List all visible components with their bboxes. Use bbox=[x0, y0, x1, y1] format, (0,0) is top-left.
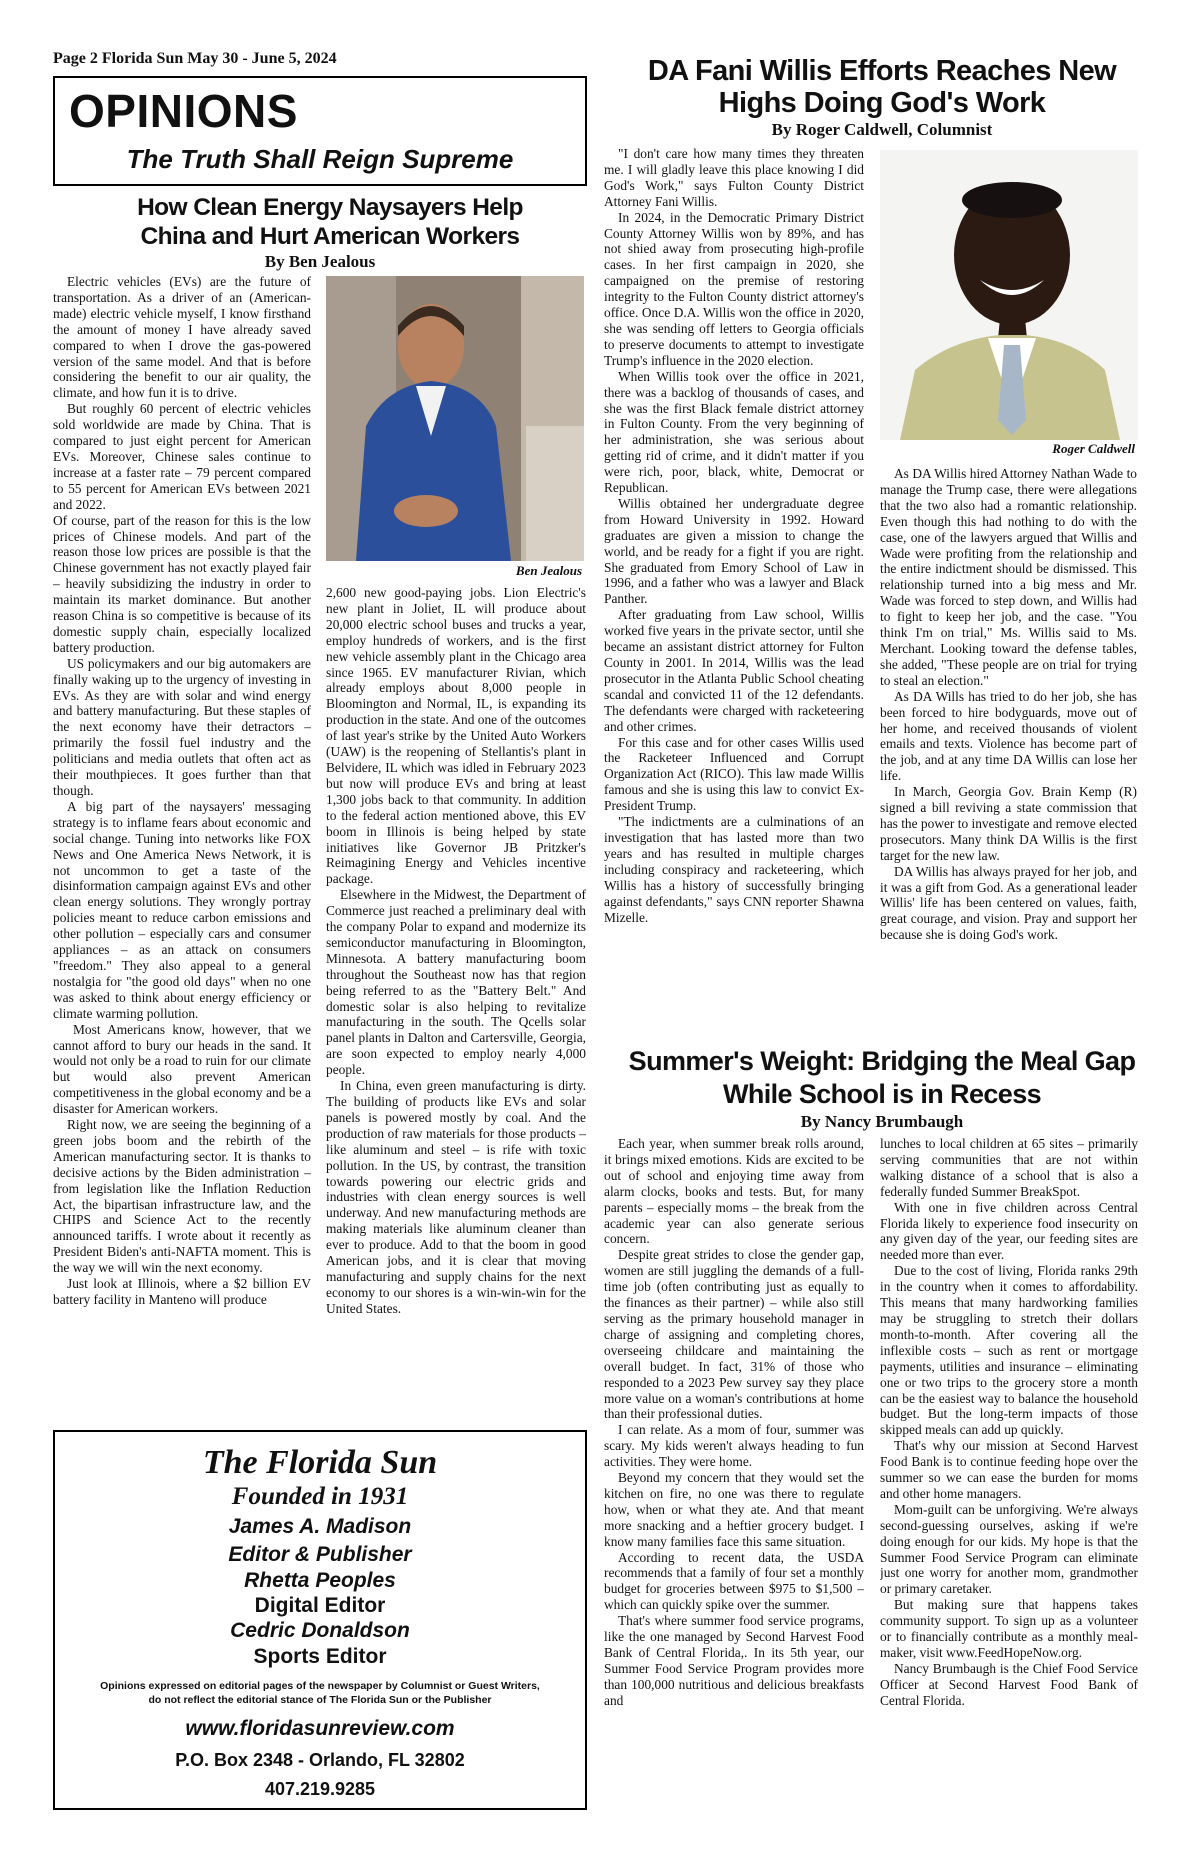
paragraph: In 2024, in the Democratic Primary District County Attorney Willis won by 89%, and has not shied away from prosecuting high-profile cases. In her first campaign in 2020, she campaigned on the premise of restoring integrity to the Fulton County district attorney's office. Once D.A. Willis won the office in 2020, she was sending off letters to Georgia officials to preserve documents to attempt to investigate Trump's influence in the 2020 election. bbox=[604, 209, 864, 368]
paragraph: Most Americans know, however, that we cannot afford to bury our heads in the sand. It would not only be a road to ruin for our climate but would also prevent American competitiveness in the global economy and be a disaster for American workers. bbox=[53, 1021, 311, 1117]
portrait-illustration bbox=[326, 276, 584, 561]
paragraph: "I don't care how many times they threaten me. I will gladly leave this place knowing I did God's Work," says Fulton County District Attorney Fani Willis. bbox=[604, 146, 864, 209]
paragraph: Elsewhere in the Midwest, the Department of Commerce just reached a preliminary deal with the company Polar to expand and modernize its semiconductor manufacturing in Bloomington, Minnesota. A battery manufacturing boom throughout the Southeast now has that region being referred to as the "Battery Belt." And domestic solar is also helping to revitalize manufacturing in the south. The Qcells solar panel plants in Dalton and Cartersville, Georgia, are soon expected to employ nearly 4,000 people. bbox=[326, 887, 586, 1078]
paragraph: "The indictments are a culminations of an investigation that has lasted more than two years and has resulted in multiple charges including conspiracy and racketeering, which Willis has a history of successfully bringing against defendants," says CNN reporter Shawna Mizelle. bbox=[604, 814, 864, 925]
sports-editor-title: Sports Editor bbox=[253, 1645, 387, 1668]
article2-column-1 bbox=[604, 146, 864, 1018]
article2-headline: DA Fani Willis Efforts Reaches New Highs Doing God's Work bbox=[647, 55, 1117, 119]
paragraph: Despite great strides to close the gender gap, women are still juggling the demands of a full-time job (often contributing just as equally to the finances as their partner) – while also still serving as the primary household manager in charge of assigning and completing chores, overseeing childcare and maintaining the overall budget. In fact, 31% of those who responded to a 2023 Pew survey say they place more value on a woman's contributions at home than their professional duties. bbox=[604, 1247, 864, 1422]
paragraph: For this case and for other cases Willis used the Racketeer Influenced and Corrupt Organization Act (RICO). This law made Willis famous and she is using this law to convict Ex-President Trump. bbox=[604, 734, 864, 814]
paragraph: Mom-guilt can be unforgiving. We're always second-guessing ourselves, asking if we're doing enough for our kids. My hope is that the Summer Food Service Program can eliminate just one worry for another mom, grandmother or primary caretaker. bbox=[880, 1501, 1138, 1597]
article3-headline: Summer's Weight: Bridging the Meal Gap While School is in Recess bbox=[628, 1046, 1136, 1109]
masthead-box bbox=[53, 1430, 587, 1810]
paragraph: Due to the cost of living, Florida ranks 29th in the country when it comes to affordability. This means that many hardworking families may be struggling to stretch their dollars month-to-month. After covering all the inflexible costs – such as rent or mortgage payments, utilities and insurance – eliminating one or two trips to the grocery store a month can be the easiest way to balance the household budget. But the long-term impacts of those skipped meals can add up quickly. bbox=[880, 1263, 1138, 1438]
paragraph: But roughly 60 percent of electric vehicles sold worldwide are made by China. That is compared to just eight percent for American EVs. Moreover, Chinese sales continue to increase at a faster rate – 79 percent compared to 55 percent for American EVs between 2021 and 2022. bbox=[53, 401, 311, 512]
disclaimer-line-1: Opinions expressed on editorial pages of the newspaper by Columnist or Guest Writers, bbox=[100, 1680, 540, 1692]
paragraph: According to recent data, the USDA recommends that a family of four set a monthly budget for groceries between $975 to $1,500 – which can quickly spike over the summer. bbox=[604, 1549, 864, 1613]
article3-byline: By Nancy Brumbaugh bbox=[800, 1112, 964, 1131]
publisher-title: Editor & Publisher bbox=[228, 1543, 412, 1566]
paragraph: US policymakers and our big automakers are finally waking up to the urgency of investing in EVs. As they are with solar and wind energy and battery manufacturing. But these staples of the next economy have their detractors – primarily the fossil fuel industry and the politicians and media outlets that often act as their mouthpieces. It goes further than that though. bbox=[53, 655, 311, 798]
paragraph: That's where summer food service programs, like the one managed by Second Harvest Food Bank of Central Florida,. In its 5th year, our Summer Food Service Program provides more than 100,000 nutritious and delicious breakfasts and bbox=[604, 1613, 864, 1708]
paragraph: In China, even green manufacturing is dirty. The building of products like EVs and solar panels is powered mostly by coal. And the production of raw materials for those products – like aluminum and steel – is rife with toxic pollution. In the US, by contrast, the transition towards powering our electric grids and industries with clean energy sources is well underway. And new manufacturing methods are making materials like aluminum cleaner than ever to produce. Add to that the boom in good American jobs, and it is clear that moving manufacturing and supply chains for the next economy to our shores is a win-win-win for the United States. bbox=[326, 1078, 586, 1316]
article1-column-1 bbox=[53, 274, 311, 1424]
article1-byline: By Ben Jealous bbox=[264, 252, 376, 271]
paragraph: I can relate. As a mom of four, summer was scary. My kids weren't always heading to fun activities. They were home. bbox=[604, 1422, 864, 1470]
website-link[interactable]: www.floridasunreview.com bbox=[185, 1717, 455, 1740]
paragraph: Each year, when summer break rolls around, it brings mixed emotions. Kids are excited to be out of school and enjoying time away from alarm clocks, books and tests. But, for many parents – especially moms – the break from the academic year can also generate serious concern. bbox=[604, 1136, 864, 1247]
article3-column-1 bbox=[604, 1136, 864, 1836]
paragraph: DA Willis has always prayed for her job, and it was a gift from God. As a generational leader Willis' life has been centered on values, faith, great courage, and vision. Pray and support her because she is doing God's work. bbox=[880, 863, 1137, 943]
article1-headline: How Clean Energy Naysayers Help China and Hurt American Workers bbox=[137, 194, 523, 250]
article1-column-2 bbox=[326, 585, 586, 1425]
phone-number: 407.219.9285 bbox=[264, 1779, 376, 1799]
paragraph: But making sure that happens takes community support. To sign up as a volunteer or to financially contribute as a monthly meal-maker, visit www.FeedHopeNow.org. bbox=[880, 1597, 1138, 1660]
digital-editor-name: Rhetta Peoples bbox=[244, 1569, 396, 1592]
paragraph: Nancy Brumbaugh is the Chief Food Service Officer at Second Harvest Food Bank of Central Florida. bbox=[880, 1660, 1138, 1708]
paragraph: As DA Wills has tried to do her job, she has been forced to hire bodyguards, move out of her home, and received thousands of violent emails and texts. Violence has become part of the job, and at any time DA Willis can lose her life. bbox=[880, 688, 1137, 784]
paper-name: The Florida Sun bbox=[202, 1444, 438, 1481]
paragraph: When Willis took over the office in 2021, there was a backlog of thousands of cases, and she was the first Black female district attorney in Fulton County. From the very beginning of her administration, she was serious about getting rid of crime, and it didn't matter if you were rich, poor, black, white, Democrat or Republican. bbox=[604, 368, 864, 496]
paragraph: In March, Georgia Gov. Brain Kemp (R) signed a bill reviving a state commission that has the power to investigate and remove elected prosecutors. Many think DA Willis is the first target for the new law. bbox=[880, 784, 1137, 863]
opinions-banner bbox=[53, 76, 587, 186]
article2-byline: By Roger Caldwell, Columnist bbox=[771, 120, 993, 139]
article3-column-2 bbox=[880, 1136, 1138, 1836]
paragraph: Beyond my concern that they would set the kitchen on fire, no one was there to regulate how, when or what they ate. And that meant more snacking and a heftier grocery budget. I know many families face this same situation. bbox=[604, 1470, 864, 1549]
opinions-title: OPINIONS bbox=[69, 85, 298, 137]
paragraph: A big part of the naysayers' messaging strategy is to inflame fears about economic and social change. Tuning into networks like FOX News and One America News Network, it is not uncommon to get a taste of the disinformation campaign against EVs and other clean energy solutions. They wrongly portray policies meant to reduce carbon emissions and other pollution – especially cars and consumer appliances – as an attack on consumers "freedom." They also appeal to a general nostalgia for "the good old days" when no one was asked to think about energy efficiency or climate warming pollution. bbox=[53, 798, 311, 1021]
article2-column-2 bbox=[880, 466, 1137, 1018]
ben-jealous-caption: Ben Jealous bbox=[515, 563, 582, 578]
founded-line: Founded in 1931 bbox=[231, 1483, 409, 1510]
digital-editor-title: Digital Editor bbox=[254, 1594, 386, 1617]
paragraph: That's why our mission at Second Harvest Food Bank is to continue feeding hope over the summer so we can ease the burden for moms and other home managers. bbox=[880, 1438, 1138, 1501]
publisher-name: James A. Madison bbox=[228, 1515, 412, 1538]
paragraph: Just look at Illinois, where a $2 billion EV battery facility in Manteno will produce bbox=[53, 1276, 311, 1307]
roger-caldwell-caption: Roger Caldwell bbox=[1052, 441, 1135, 456]
sports-editor-name: Cedric Donaldson bbox=[230, 1619, 410, 1642]
paragraph: Electric vehicles (EVs) are the future of transportation. As a driver of an (American-made) electric vehicle myself, I know firsthand the amount of money I have already saved compared to when I drove the gas-powered version of the same model. And that is before considering the benefit to our air quality, the climate, and how fun it is to drive. bbox=[53, 274, 311, 401]
paragraph: Right now, we are seeing the beginning of a green jobs boom and the rebirth of the American manufacturing sector. It is thanks to decisive actions by the Biden administration – from legislation like the Inflation Reduction Act, the bipartisan infrastructure law, and the CHIPS and Science Act to the recently announced tariffs. I wrote about it recently as President Biden's anti-NAFTA moment. This is the way we will win the next economy. bbox=[53, 1117, 311, 1276]
mailing-address: P.O. Box 2348 - Orlando, FL 32802 bbox=[175, 1750, 465, 1770]
paragraph: Willis obtained her undergraduate degree from Howard University in 1992. Howard graduates are given a mission to change the world, and be ready for a fight if you are right. She graduated from Emory School of Law in 1996, and a father who was a lawyer and Black Panther. bbox=[604, 495, 864, 607]
paragraph: 2,600 new good-paying jobs. Lion Electric's new plant in Joliet, IL will produce about 20,000 electric school buses and trucks a year, employ hundreds of workers, and is the first new vehicle assembly plant in the Chicago area since 1965. EV manufacturer Rivian, which already employs about 8,000 people in Bloomington and Normal, IL, is expanding its production in the state. And one of the outcomes of last year's strike by the United Auto Workers (UAW) is the reopening of Stellantis's plant in Belvidere, IL which was idled in February 2023 but now will produce EVs and bring at least 1,300 jobs back to that community. In addition to the federal action mentioned above, this EV boom in Illinois is being helped by state initiatives like Governor JB Pritzker's Reimagining Energy and Vehicles incentive package. bbox=[326, 585, 586, 887]
paragraph: As DA Willis hired Attorney Nathan Wade to manage the Trump case, there were allegations that the two also had a romantic relationship. Even though this had nothing to do with the case, one of the lawyers argued that Willis and Wade were profiting from the relationship and the entire indictment should be dismissed. This relationship turned into a big mess and Mr. Wade was forced to step down, and Willis had to fight to keep her job, and the case. "You think I'm on trial," Ms. Willis said to Ms. Merchant. Looking toward the defense tables, she added, "These people are on trial for trying to steal an election." bbox=[880, 466, 1137, 688]
ben-jealous-photo bbox=[326, 276, 584, 561]
disclaimer-line-2: do not reflect the editorial stance of The Florida Sun or the Publisher bbox=[148, 1694, 492, 1706]
paragraph: With one in five children across Central Florida likely to experience food insecurity on any given day of the year, our feeding sites are needed more than ever. bbox=[880, 1199, 1138, 1263]
paragraph: lunches to local children at 65 sites – primarily serving communities that are not within walking distance of a school that is also a federally funded Summer BreakSpot. bbox=[880, 1136, 1138, 1199]
paragraph: Of course, part of the reason for this is the low prices of Chinese models. And part of the reason those low prices are possible is that the Chinese government has not exactly played fair – heavily subsidizing the industry in order to maintain its market dominance. But another reason China is so competitive is because of its domestic supply chain, especially localized battery production. bbox=[53, 512, 311, 655]
roger-caldwell-photo bbox=[880, 150, 1138, 440]
opinions-tagline: The Truth Shall Reign Supreme bbox=[126, 144, 514, 174]
portrait-illustration bbox=[880, 150, 1138, 440]
paragraph: After graduating from Law school, Willis worked five years in the private sector, until she became an assistant district attorney for Fulton County in 2001. In 2014, Willis was the lead prosecutor in the Atlanta Public School cheating scandal and convicted 11 of the 12 defendants. The defendants were charged with racketeering and other crimes. bbox=[604, 607, 864, 734]
page-header: Page 2 Florida Sun May 30 - June 5, 2024 bbox=[53, 50, 337, 67]
